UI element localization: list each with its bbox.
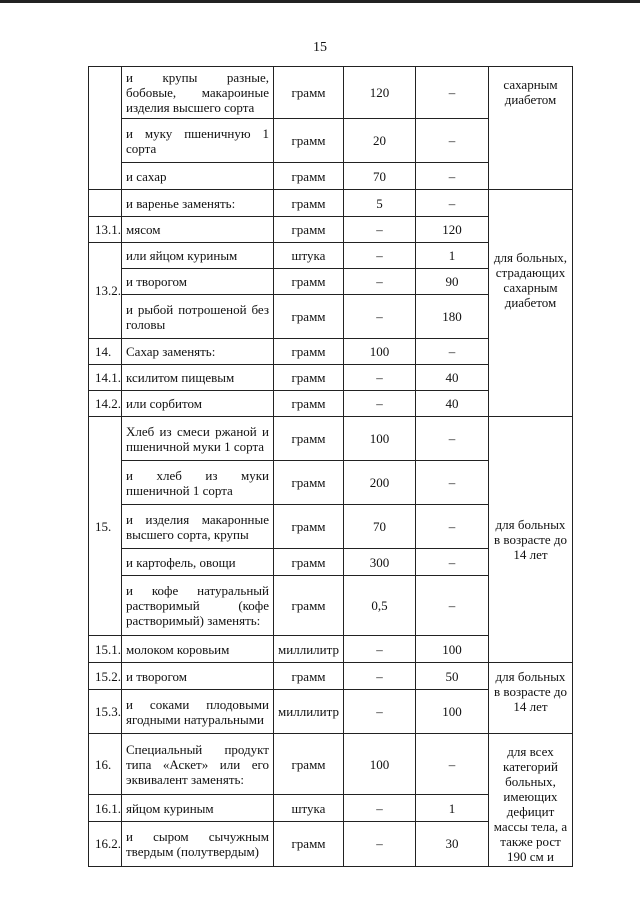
quantity-value: –: [344, 795, 416, 822]
quantity-value: –: [344, 663, 416, 690]
replacement-value: –: [416, 734, 489, 795]
quantity-value: 120: [344, 67, 416, 119]
unit: грамм: [274, 163, 344, 190]
quantity-value: 70: [344, 163, 416, 190]
row-number: 16.2.: [89, 821, 122, 866]
unit: грамм: [274, 734, 344, 795]
replacement-value: 90: [416, 269, 489, 295]
unit: грамм: [274, 190, 344, 217]
product-name: и варенье заменять:: [122, 190, 274, 217]
product-name: и изделия макаронные высшего сорта, крупы: [122, 505, 274, 549]
quantity-value: –: [344, 295, 416, 339]
product-name: мясом: [122, 217, 274, 243]
quantity-value: –: [344, 243, 416, 269]
note: для всех категорий больных, имеющих дефицит массы тела, а также рост 190 см и: [489, 734, 573, 867]
quantity-value: 20: [344, 119, 416, 163]
product-name: Хлеб из смеси ржаной и пшеничной муки 1 сорта: [122, 417, 274, 461]
unit: грамм: [274, 365, 344, 391]
row-number: 15.1.: [89, 636, 122, 663]
table-row: [89, 417, 573, 461]
replacement-value: –: [416, 461, 489, 505]
unit: грамм: [274, 505, 344, 549]
unit: миллилитр: [274, 636, 344, 663]
row-number: 14.1.: [89, 365, 122, 391]
replacement-value: 100: [416, 690, 489, 734]
product-name: и сахар: [122, 163, 274, 190]
unit: грамм: [274, 461, 344, 505]
product-name: Сахар заменять:: [122, 339, 274, 365]
replacement-value: –: [416, 339, 489, 365]
replacement-value: 100: [416, 636, 489, 663]
replacement-value: –: [416, 67, 489, 119]
quantity-value: 100: [344, 734, 416, 795]
unit: грамм: [274, 417, 344, 461]
product-name: молоком коровьим: [122, 636, 274, 663]
product-name: ксилитом пищевым: [122, 365, 274, 391]
replacement-value: 40: [416, 365, 489, 391]
unit: грамм: [274, 576, 344, 636]
product-name: и соками плодовыми ягодными натуральными: [122, 690, 274, 734]
quantity-value: –: [344, 636, 416, 663]
product-name: и муку пшеничную 1 сорта: [122, 119, 274, 163]
unit: грамм: [274, 663, 344, 690]
replacement-value: –: [416, 576, 489, 636]
unit: грамм: [274, 119, 344, 163]
quantity-value: 300: [344, 549, 416, 576]
row-number: 13.2.: [89, 243, 122, 339]
replacement-value: 1: [416, 243, 489, 269]
unit: грамм: [274, 339, 344, 365]
table-row: [89, 190, 573, 217]
replacement-value: –: [416, 163, 489, 190]
replacement-value: –: [416, 505, 489, 549]
table-row: [89, 663, 573, 690]
quantity-value: –: [344, 821, 416, 866]
quantity-value: –: [344, 391, 416, 417]
replacement-value: –: [416, 549, 489, 576]
product-name: и хлеб из муки пшеничной 1 сорта: [122, 461, 274, 505]
product-name: и картофель, овощи: [122, 549, 274, 576]
unit: грамм: [274, 549, 344, 576]
unit: штука: [274, 795, 344, 822]
unit: грамм: [274, 269, 344, 295]
quantity-value: 5: [344, 190, 416, 217]
unit: миллилитр: [274, 690, 344, 734]
norms-table: [88, 66, 573, 867]
replacement-value: –: [416, 119, 489, 163]
row-number: 14.: [89, 339, 122, 365]
note: для больных в возрасте до 14 лет: [489, 663, 573, 734]
product-name: или сорбитом: [122, 391, 274, 417]
product-name: яйцом куриным: [122, 795, 274, 822]
unit: грамм: [274, 391, 344, 417]
row-number: 15.: [89, 417, 122, 636]
replacement-value: –: [416, 190, 489, 217]
product-name: и кофе натуральный растворимый (кофе растворимый) заменять:: [122, 576, 274, 636]
product-name: и творогом: [122, 663, 274, 690]
unit: штука: [274, 243, 344, 269]
product-name: Специальный продукт типа «Аскет» или его эквивалент заменять:: [122, 734, 274, 795]
quantity-value: 0,5: [344, 576, 416, 636]
page-number: 15: [313, 40, 327, 55]
product-name: и творогом: [122, 269, 274, 295]
row-number: 14.2.: [89, 391, 122, 417]
replacement-value: 180: [416, 295, 489, 339]
quantity-value: –: [344, 217, 416, 243]
unit: грамм: [274, 295, 344, 339]
replacement-value: 40: [416, 391, 489, 417]
row-number: 16.: [89, 734, 122, 795]
quantity-value: 100: [344, 339, 416, 365]
quantity-value: 100: [344, 417, 416, 461]
quantity-value: –: [344, 690, 416, 734]
replacement-value: –: [416, 417, 489, 461]
quantity-value: –: [344, 269, 416, 295]
replacement-value: 1: [416, 795, 489, 822]
row-number: [89, 190, 122, 217]
product-name: или яйцом куриным: [122, 243, 274, 269]
product-name: и крупы разные, бобовые, макароиные изделия высшего сорта: [122, 67, 274, 119]
top-rule: [0, 0, 640, 3]
note: сахарным диабетом: [489, 67, 573, 190]
product-name: и рыбой потрошеной без головы: [122, 295, 274, 339]
row-number: 15.2.: [89, 663, 122, 690]
row-number: 15.3.: [89, 690, 122, 734]
replacement-value: 50: [416, 663, 489, 690]
table-row: [89, 734, 573, 795]
unit: грамм: [274, 821, 344, 866]
note: для больных, страдающих сахарным диабетом: [489, 190, 573, 417]
row-number: [89, 67, 122, 190]
unit: грамм: [274, 67, 344, 119]
table-row: [89, 67, 573, 119]
unit: грамм: [274, 217, 344, 243]
row-number: 13.1.: [89, 217, 122, 243]
replacement-value: 30: [416, 821, 489, 866]
quantity-value: 200: [344, 461, 416, 505]
product-name: и сыром сычужным твердым (полутвердым): [122, 821, 274, 866]
note: для больных в возрасте до 14 лет: [489, 417, 573, 663]
quantity-value: –: [344, 365, 416, 391]
quantity-value: 70: [344, 505, 416, 549]
replacement-value: 120: [416, 217, 489, 243]
row-number: 16.1.: [89, 795, 122, 822]
